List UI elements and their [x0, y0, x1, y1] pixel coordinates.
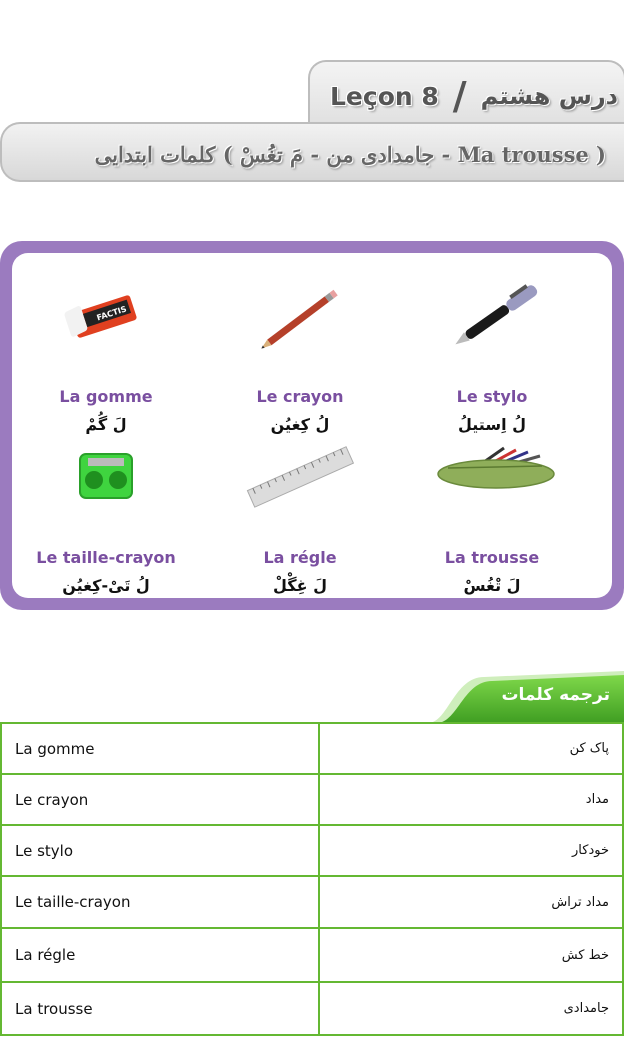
translation-table	[0, 722, 624, 1036]
vocab-pronunciation: لُ اِستیلُ	[457, 415, 526, 434]
ruler-icon	[200, 436, 400, 516]
svg-text:FACTIS: FACTIS	[95, 304, 128, 323]
persian-cell: مداد	[319, 774, 623, 825]
vocab-french: La trousse	[444, 548, 540, 567]
sharpener-icon	[6, 436, 206, 516]
pen-icon	[392, 275, 592, 355]
french-cell: La gomme	[1, 723, 319, 774]
persian-cell: خط کش	[319, 928, 623, 982]
subtitle-banner	[0, 122, 624, 182]
lesson-persian-label: درس هشتم	[480, 82, 618, 110]
vocab-french: Le stylo	[456, 387, 528, 406]
table-row	[1, 982, 623, 1035]
vocab-pronunciation: لُ تَیْ-کِغیُن	[62, 576, 150, 595]
lesson-title	[330, 76, 620, 116]
pencil-icon	[200, 275, 400, 355]
vocab-pronunciation: لُ کِغیُن	[270, 415, 330, 434]
vocab-french: Le crayon	[256, 387, 344, 406]
translation-title: ترجمه کلمات	[501, 685, 610, 705]
vocab-french: La régle	[263, 548, 337, 567]
persian-cell: پاک کن	[319, 723, 623, 774]
persian-cell: مداد تراش	[319, 876, 623, 928]
translation-header	[428, 671, 624, 723]
vocab-pronunciation: لَ غِگْلْ	[273, 576, 327, 595]
french-cell: La régle	[1, 928, 319, 982]
vocab-french: Le taille-crayon	[36, 548, 176, 567]
persian-cell: جامدادی	[319, 982, 623, 1035]
slash-divider: /	[452, 74, 467, 118]
table-row	[1, 723, 623, 774]
vocabulary-card	[0, 241, 624, 610]
eraser-icon	[6, 275, 206, 355]
table-row	[1, 774, 623, 825]
table-row	[1, 876, 623, 928]
vocab-french: La gomme	[59, 387, 153, 406]
pencil-case-icon	[392, 436, 592, 516]
french-cell: Le stylo	[1, 825, 319, 876]
french-cell: Le crayon	[1, 774, 319, 825]
persian-cell: خودکار	[319, 825, 623, 876]
lesson-subtitle: کلمات ابتدایی ( جامدادی من - مَ تغُسْ - Ma trousse )	[94, 141, 606, 167]
vocab-pronunciation: لَ گُمْ	[85, 415, 127, 434]
table-row	[1, 928, 623, 982]
table-row	[1, 825, 623, 876]
vocabulary-card-inner	[12, 253, 612, 598]
french-cell: La trousse	[1, 982, 319, 1035]
vocab-pronunciation: لَ تْغُسْ	[463, 576, 521, 595]
french-cell: Le taille-crayon	[1, 876, 319, 928]
lesson-label: Leçon 8	[330, 81, 439, 111]
